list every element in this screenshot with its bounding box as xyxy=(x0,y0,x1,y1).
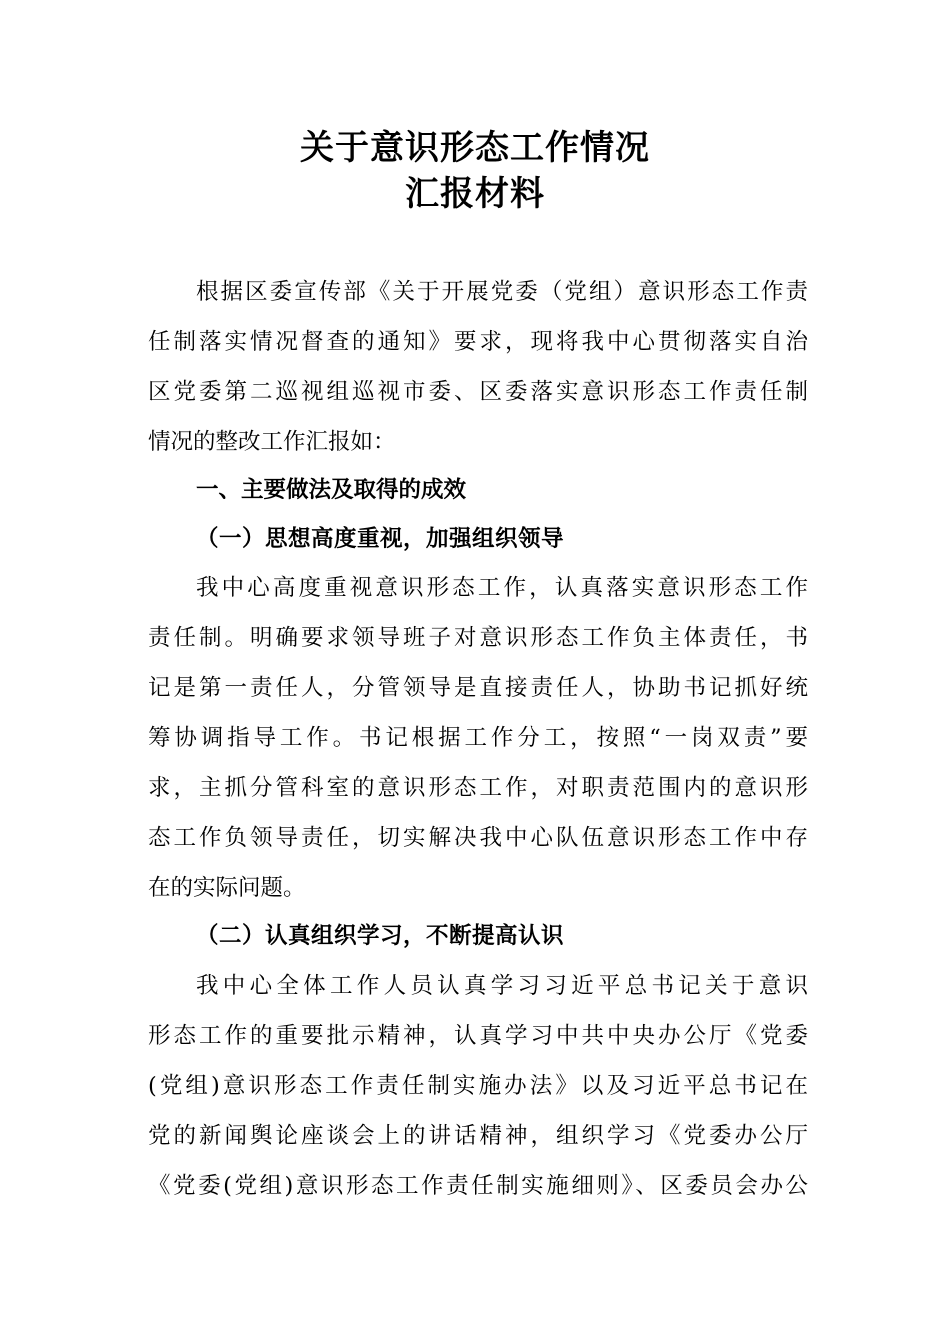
intro-line-2: 任制落实情况督查的通知》要求，现将我中心贯彻落实自治 xyxy=(148,329,808,355)
sub2-line-2: 形态工作的重要批示精神，认真学习中共中央办公厅《党委 xyxy=(148,1023,808,1049)
sub1-line-4: 筹协调指导工作。书记根据工作分工，按照“一岗双责”要 xyxy=(148,725,808,751)
document-title-line-1: 关于意识形态工作情况 xyxy=(300,128,650,168)
sub2-line-1: 我中心全体工作人员认真学习习近平总书记关于意识 xyxy=(196,973,808,999)
section-heading-1: 一、主要做法及取得的成效 xyxy=(196,477,467,503)
sub1-line-6: 态工作负领导责任，切实解决我中心队伍意识形态工作中存 xyxy=(148,825,808,851)
sub1-line-7: 在的实际问题。 xyxy=(148,875,306,901)
sub2-line-4: 党的新闻舆论座谈会上的讲话精神，组织学习《党委办公厅 xyxy=(148,1123,808,1149)
sub2-line-5: 《党委(党组)意识形态工作责任制实施细则》、区委员会办公 xyxy=(148,1173,808,1199)
sub1-line-5: 求，主抓分管科室的意识形态工作，对职责范围内的意识形 xyxy=(148,775,808,801)
sub1-line-1: 我中心高度重视意识形态工作，认真落实意识形态工作 xyxy=(196,575,808,601)
subsection-heading-2: （二）认真组织学习，不断提高认识 xyxy=(196,923,565,949)
intro-line-3: 区党委第二巡视组巡视市委、区委落实意识形态工作责任制 xyxy=(148,379,808,405)
document-title-line-2: 汇报材料 xyxy=(405,174,545,214)
intro-line-1: 根据区委宣传部《关于开展党委（党组）意识形态工作责 xyxy=(196,279,808,305)
sub1-line-3: 记是第一责任人，分管领导是直接责任人，协助书记抓好统 xyxy=(148,675,808,701)
subsection-heading-1: （一）思想高度重视，加强组织领导 xyxy=(196,526,565,552)
sub1-line-2: 责任制。明确要求领导班子对意识形态工作负主体责任，书 xyxy=(148,625,808,651)
intro-line-4: 情况的整改工作汇报如： xyxy=(148,429,396,455)
sub2-line-3: (党组)意识形态工作责任制实施办法》以及习近平总书记在 xyxy=(148,1073,808,1099)
